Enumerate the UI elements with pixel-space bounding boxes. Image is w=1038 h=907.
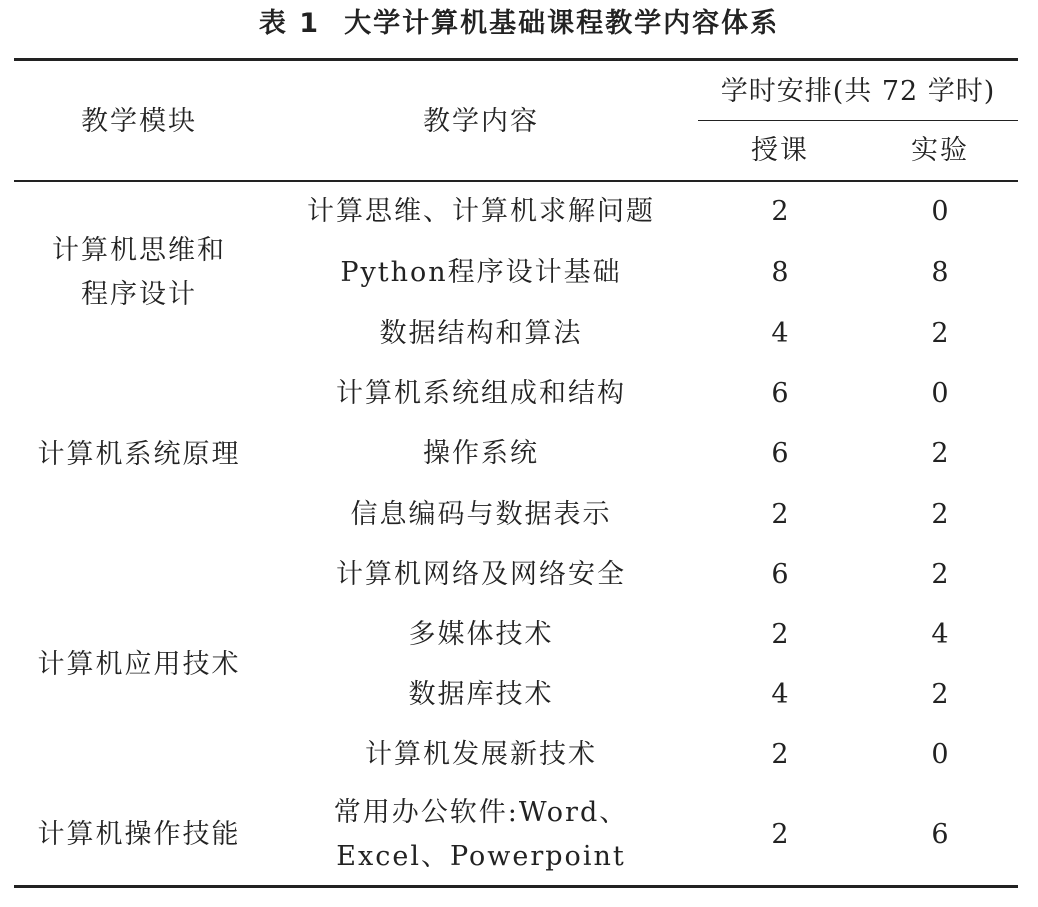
lab-hours-cell: 8	[931, 256, 949, 288]
lecture-hours-cell: 6	[771, 378, 789, 409]
lab-hours-cell: 4	[931, 619, 949, 650]
content-cell: 操作系统	[423, 438, 539, 469]
lab-hours-cell: 0	[931, 378, 949, 409]
lab-hours-cell: 2	[931, 438, 949, 469]
lab-hours-cell: 2	[931, 317, 949, 349]
table-title: 大学计算机基础课程教学内容体系	[344, 8, 780, 39]
content-cell: 数据结构和算法	[379, 317, 583, 349]
header-lecture: 授课	[751, 135, 809, 166]
content-cell: 计算机发展新技术	[365, 739, 597, 770]
module-cell: 计算机思维和程序设计	[52, 235, 226, 310]
lecture-hours-cell: 2	[771, 196, 789, 227]
lecture-hours-cell: 6	[771, 438, 789, 469]
header-lab: 实验	[911, 135, 969, 166]
lecture-hours-cell: 4	[771, 679, 789, 710]
lab-hours-cell: 2	[931, 559, 949, 590]
content-cell: Python程序设计基础	[340, 256, 622, 288]
header-content: 教学内容	[423, 106, 539, 137]
module-cell: 计算机系统原理	[37, 438, 241, 470]
table-top-rule	[14, 58, 1018, 61]
lecture-hours-cell: 2	[771, 739, 789, 770]
lecture-hours-cell: 2	[771, 619, 789, 650]
lab-hours-cell: 0	[931, 196, 949, 227]
table-bottom-rule	[14, 885, 1018, 888]
lab-hours-cell: 2	[931, 498, 949, 530]
content-cell: 数据库技术	[408, 679, 554, 710]
table-number: 表 1	[258, 8, 321, 39]
lecture-hours-cell: 2	[771, 819, 789, 850]
content-cell: 计算机网络及网络安全	[336, 559, 626, 590]
lecture-hours-cell: 6	[771, 559, 789, 590]
content-cell: 计算思维、计算机求解问题	[307, 196, 655, 227]
hours-group-rule	[698, 120, 1018, 121]
lab-hours-cell: 2	[931, 679, 949, 710]
lab-hours-cell: 0	[931, 739, 949, 770]
header-hours-group: 学时安排(共 72 学时)	[720, 76, 996, 107]
content-cell: 多媒体技术	[408, 619, 554, 650]
content-cell: 计算机系统组成和结构	[336, 378, 626, 409]
header-module: 教学模块	[81, 106, 197, 137]
lecture-hours-cell: 8	[771, 256, 789, 288]
content-cell: 信息编码与数据表示	[350, 498, 612, 530]
lecture-hours-cell: 4	[771, 317, 789, 349]
content-cell: 常用办公软件:Word、Excel、Powerpoint	[333, 797, 629, 872]
lab-hours-cell: 6	[931, 819, 949, 850]
table-caption	[0, 2, 1038, 46]
lecture-hours-cell: 2	[771, 498, 789, 530]
module-cell: 计算机操作技能	[37, 819, 241, 850]
module-cell: 计算机应用技术	[37, 649, 241, 680]
